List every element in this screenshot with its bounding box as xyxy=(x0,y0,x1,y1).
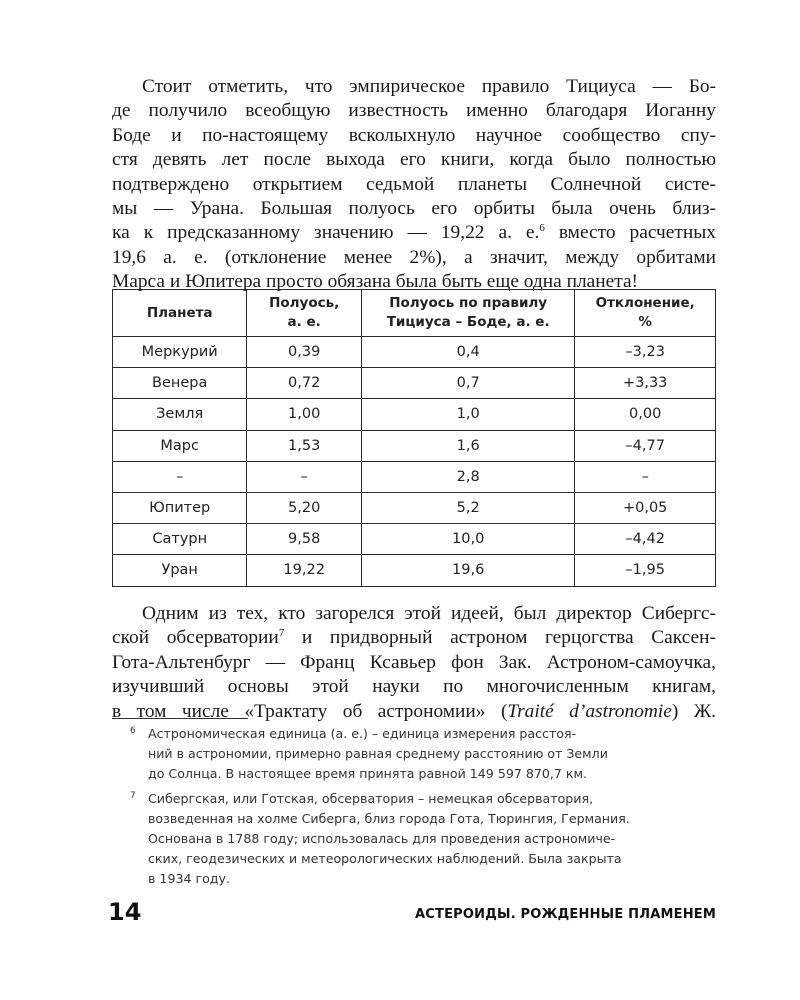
cell-rule-semi-axis: 1,0 xyxy=(361,399,574,430)
footnote-line: возведенная на холме Сиберга, близ города Гота, Тюрингия, Германия. xyxy=(148,811,630,826)
text-segment: вместо расчетных xyxy=(558,222,716,244)
table-row xyxy=(113,399,716,430)
text-line: 19,6 а. е. (отклонение менее 2%), а значит, между орбитами xyxy=(112,246,716,268)
footnote-line: ских, геодезических и метеорологических наблюдений. Была закрыта xyxy=(148,851,622,866)
cell-deviation: +0,05 xyxy=(575,492,716,523)
table-row xyxy=(113,368,716,399)
cell-rule-semi-axis: 1,6 xyxy=(361,430,574,461)
footnote-line: в 1934 году. xyxy=(148,871,230,886)
table-row xyxy=(113,555,716,586)
cell-rule-semi-axis: 10,0 xyxy=(361,524,574,555)
cell-deviation: 0,00 xyxy=(575,399,716,430)
footnote-ref-7[interactable]: 7 xyxy=(278,627,285,640)
footnote-separator xyxy=(112,718,248,719)
cell-deviation: –4,42 xyxy=(575,524,716,555)
text-segment: и придворный астроном герцогства Саксен- xyxy=(284,627,716,649)
text-line: Стоит отметить, что эмпирическое правило Тициуса — Бо- xyxy=(142,76,716,97)
cell-planet: Марс xyxy=(113,430,247,461)
text-line: Марса и Юпитера просто обязана была быть еще одна планета! xyxy=(112,271,639,293)
text-line xyxy=(112,700,716,724)
cell-deviation: +3,33 xyxy=(575,368,716,399)
footnote-line: Сибергская, или Готская, обсерватория – немецкая обсерватория, xyxy=(148,791,594,806)
text-line: изучивший основы этой науки по многочисленным книгам, xyxy=(112,676,716,698)
table-row xyxy=(113,461,716,492)
cell-semi-axis: 1,00 xyxy=(247,399,362,430)
footnote-mark: 7 xyxy=(130,791,136,801)
text-line: стя девять лет после выхода его книги, когда было полностью xyxy=(112,149,716,171)
text-line: подтверждено открытием седьмой планеты Солнечной систе- xyxy=(112,173,716,195)
cell-planet: Сатурн xyxy=(113,524,247,555)
header-deviation: Отклонение, % xyxy=(575,290,716,337)
text-line: мы — Урана. Большая полуось его орбиты была очень близ- xyxy=(112,197,716,219)
cell-deviation: – xyxy=(575,461,716,492)
body-paragraph-2 xyxy=(112,602,716,724)
cell-rule-semi-axis: 19,6 xyxy=(361,555,574,586)
text-line: Одним из тех, кто загорелся этой идеей, был директор Сибергс- xyxy=(142,603,716,624)
cell-planet: Венера xyxy=(113,368,247,399)
footnote-line: ний в астрономии, примерно равная среднему расстоянию от Земли xyxy=(148,746,608,761)
cell-semi-axis: 1,53 xyxy=(247,430,362,461)
footnote-line: Основана в 1788 году; использовалась для проведения астрономиче- xyxy=(148,831,616,846)
header-semi-axis: Полуось, а. е. xyxy=(247,290,362,337)
cell-deviation: –4,77 xyxy=(575,430,716,461)
cell-planet: Юпитер xyxy=(113,492,247,523)
cell-deviation: –1,95 xyxy=(575,555,716,586)
text-line xyxy=(112,221,716,245)
cell-planet: Меркурий xyxy=(113,337,247,368)
page-number: 14 xyxy=(108,898,142,926)
cell-semi-axis: 9,58 xyxy=(247,524,362,555)
table-row xyxy=(113,492,716,523)
table-header-row xyxy=(113,290,716,337)
table-row xyxy=(113,524,716,555)
text-segment: в том числе «Трактату об астрономии» ( xyxy=(112,700,508,722)
cell-planet: Уран xyxy=(113,555,247,586)
cell-semi-axis: 19,22 xyxy=(247,555,362,586)
footnote-body xyxy=(148,724,716,784)
text-line xyxy=(112,626,716,650)
italic-title: Traité d’astronomie xyxy=(507,700,672,722)
cell-semi-axis: – xyxy=(247,461,362,492)
cell-rule-semi-axis: 0,4 xyxy=(361,337,574,368)
cell-rule-semi-axis: 5,2 xyxy=(361,492,574,523)
cell-semi-axis: 0,72 xyxy=(247,368,362,399)
cell-rule-semi-axis: 0,7 xyxy=(361,368,574,399)
footnote-ref-6[interactable]: 6 xyxy=(539,222,545,235)
text-segment: ) Ж. xyxy=(671,700,716,722)
running-head: АСТЕРОИДЫ. РОЖДЕННЫЕ ПЛАМЕНЕМ xyxy=(415,907,716,922)
cell-semi-axis: 0,39 xyxy=(247,337,362,368)
cell-planet: Земля xyxy=(113,399,247,430)
text-segment: ской обсерватории xyxy=(112,627,279,649)
cell-semi-axis: 5,20 xyxy=(247,492,362,523)
header-rule-semi-axis: Полуось по правилу Тициуса – Боде, а. е. xyxy=(361,290,574,337)
cell-rule-semi-axis: 2,8 xyxy=(361,461,574,492)
titius-bode-table xyxy=(112,289,716,587)
table-row xyxy=(113,337,716,368)
footnote-body xyxy=(148,789,716,889)
footnote-mark: 6 xyxy=(130,726,136,736)
header-planet: Планета xyxy=(113,290,247,337)
body-paragraph-1 xyxy=(112,75,716,295)
text-line: Боде и по-настоящему всколыхнуло научное сообщество спу- xyxy=(112,124,716,146)
cell-planet: – xyxy=(113,461,247,492)
table-row xyxy=(113,430,716,461)
footnote-line: Астрономическая единица (а. е.) – единица измерения расстоя- xyxy=(148,726,577,741)
text-segment: ка к предсказанному значению — 19,22 а. е. xyxy=(112,222,540,244)
footnote-line: до Солнца. В настоящее время принята равной 149 597 870,7 км. xyxy=(148,766,588,781)
text-line: де получило всеобщую известность именно благодаря Иоганну xyxy=(112,100,716,122)
cell-deviation: –3,23 xyxy=(575,337,716,368)
text-line: Гота-Альтенбург — Франц Ксавьер фон Зак. Астроном-самоучка, xyxy=(112,651,716,673)
